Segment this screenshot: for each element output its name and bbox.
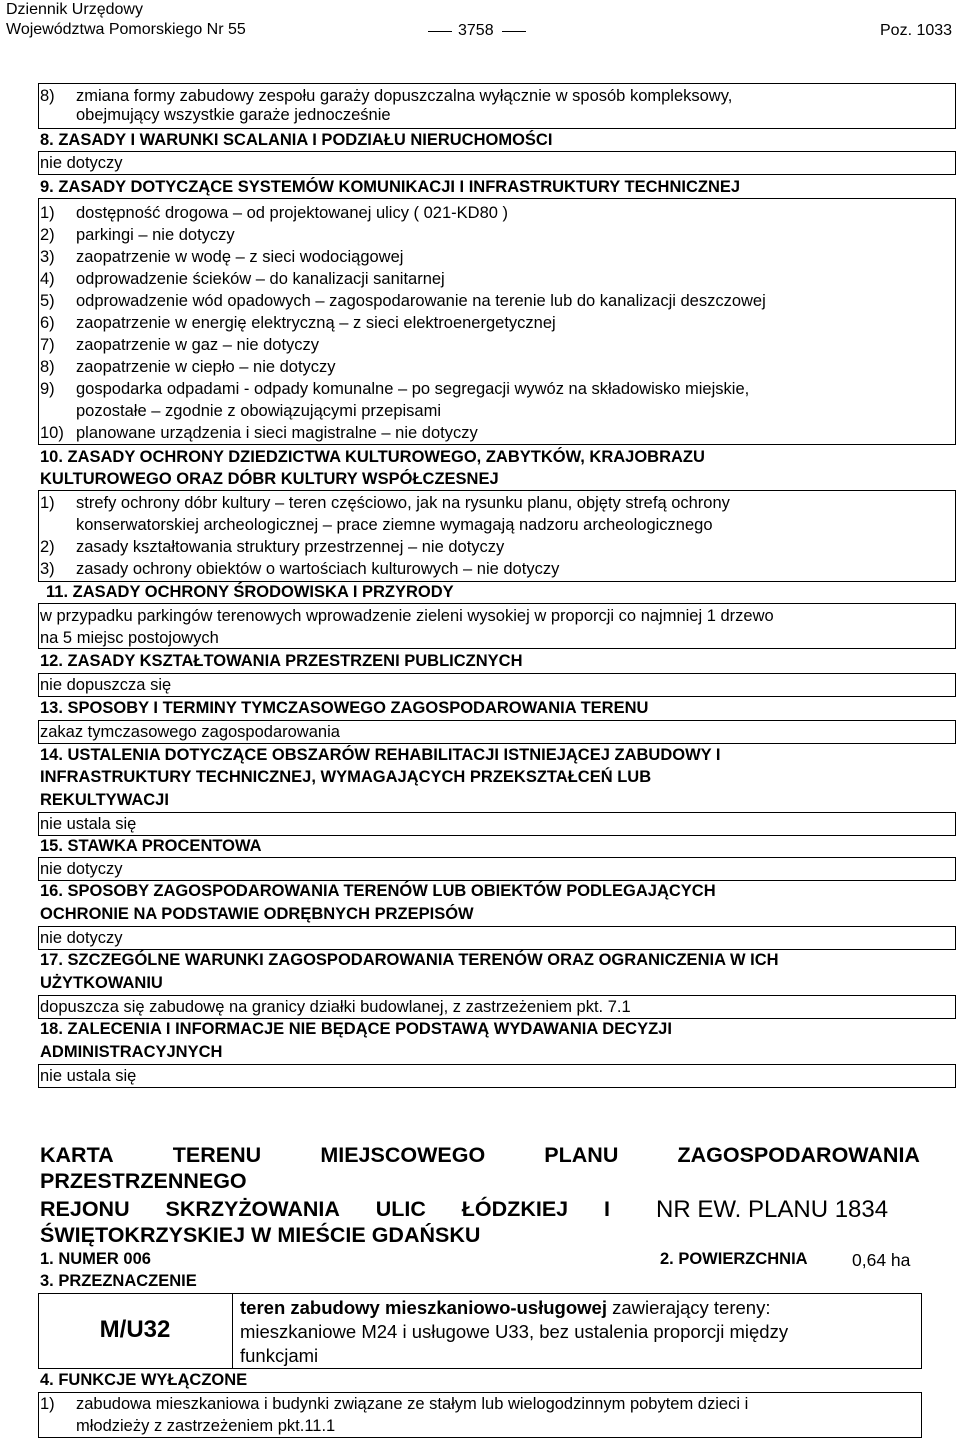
excluded-label: 4. FUNKCJE WYŁĄCZONE [40,1371,248,1389]
list-item: 8) zaopatrzenie w ciepło – nie dotyczy [40,358,336,376]
list-item: 1) dostępność drogowa – od projektowanej ulicy ( 021-KD80 ) [40,204,508,222]
section18-heading-cont: ADMINISTRACYJNYCH [40,1043,223,1061]
section15-box [38,857,956,881]
section10-heading: 10. ZASADY OCHRONY DZIEDZICTWA KULTUROWEGO, ZABYTKÓW, KRAJOBRAZU [40,448,705,466]
purpose-line2: mieszkaniowe M24 i usługowe U33, bez ustalenia proporcji między [240,1321,789,1342]
land-symbol: M/U32 [99,1316,171,1343]
section12-box [38,673,956,697]
list-item: 2) parkingi – nie dotyczy [40,226,235,244]
card-subtitle: REJONU SKRZYŻOWANIA ULIC ŁÓDZKIEJ I [40,1197,610,1221]
item8-line: 8) zmiana formy zabudowy zespołu garaży dopuszczalna wyłącznie w sposób kompleksowy, [40,87,733,105]
section11-line2: na 5 miejsc postojowych [40,629,219,647]
list-item: 2) zasady kształtowania struktury przestrzennej – nie dotyczy [40,538,505,556]
list-item-cont: pozostałe – zgodnie z obowiązującymi przepisami [76,402,442,420]
list-item-cont: konserwatorskiej archeologicznej – prace ziemne wymagają nadzoru archeologicznego [76,516,713,534]
section18-content: nie ustala się [40,1067,137,1085]
number-label: 1. NUMER 006 [40,1250,151,1268]
publication-title: Dziennik Urzędowy [6,1,143,18]
section14-heading-cont: INFRASTRUKTURY TECHNICZNEJ, WYMAGAJĄCYCH PRZEKSZTAŁCEŃ LUB [40,768,652,786]
section14-content: nie ustala się [40,815,137,833]
card-title-cont: PRZESTRZENNEGO [40,1169,247,1193]
item8-cont: obejmujący wszystkie garaże jednocześnie [76,106,391,124]
list-item: 1) strefy ochrony dóbr kultury – teren częściowo, jak na rysunku planu, objęty strefą ochrony [40,494,730,512]
area-label: 2. POWIERZCHNIA [660,1250,808,1268]
section16-heading-cont: OCHRONIE NA PODSTAWIE ODRĘBNYCH PRZEPISÓW [40,905,474,923]
list-item: 7) zaopatrzenie w gaz – nie dotyczy [40,336,320,354]
list-item-cont: młodzieży z zastrzeżeniem pkt.11.1 [76,1417,336,1435]
section17-heading-cont: UŻYTKOWANIU [40,974,163,992]
section9-heading: 9. ZASADY DOTYCZĄCE SYSTEMÓW KOMUNIKACJI I INFRASTRUKTURY TECHNICZNEJ [40,178,741,196]
list-item: 3) zasady ochrony obiektów o wartościach kulturowych – nie dotyczy [40,560,560,578]
card-title: KARTA TERENU MIEJSCOWEGO PLANU ZAGOSPODAROWANIA [40,1143,920,1167]
section14-box [38,812,956,836]
section15-heading: 15. STAWKA PROCENTOWA [40,837,262,855]
list-item: 5) odprowadzenie wód opadowych – zagospodarowanie na terenie lub do kanalizacji deszczowej [40,292,766,310]
section8-content: nie dotyczy [40,154,123,172]
publication-subtitle: Województwa Pomorskiego Nr 55 [6,21,246,38]
section12-heading: 12. ZASADY KSZTAŁTOWANIA PRZESTRZENI PUBLICZNYCH [40,652,523,670]
section16-heading: 16. SPOSOBY ZAGOSPODAROWANIA TERENÓW LUB OBIEKTÓW PODLEGAJĄCYCH [40,882,716,900]
section16-box [38,926,956,950]
section16-content: nie dotyczy [40,929,123,947]
list-item: 9) gospodarka odpadami - odpady komunalne – po segregacji wywóz na składowisko miejskie, [40,380,750,398]
position-number: Poz. 1033 [880,22,953,39]
section13-heading: 13. SPOSOBY I TERMINY TYMCZASOWEGO ZAGOSPODAROWANIA TERENU [40,699,649,717]
list-item: 3) zaopatrzenie w wodę – z sieci wodociągowej [40,248,404,266]
page-number: 3758 [458,22,494,39]
area-value: 0,64 ha [852,1250,911,1270]
section13-content: zakaz tymczasowego zagospodarowania [40,723,340,741]
dash-left [428,31,452,32]
list-item: 4) odprowadzenie ścieków – do kanalizacji sanitarnej [40,270,445,288]
section8-content-box [38,151,956,175]
section15-content: nie dotyczy [40,860,123,878]
purpose-divider [232,1293,233,1369]
section11-line1: w przypadku parkingów terenowych wprowadzenie zieleni wysokiej w proporcji co najmniej 1 drzewo [40,607,774,625]
dash-right [502,31,526,32]
section10-heading-cont: KULTUROWEGO ORAZ DÓBR KULTURY WSPÓŁCZESNEJ [40,470,499,488]
plan-number: NR EW. PLANU 1834 [656,1196,889,1223]
section11-heading: 11. ZASADY OCHRONY ŚRODOWISKA I PRZYRODY [46,583,454,601]
list-item: 6) zaopatrzenie w energię elektryczną – z sieci elektroenergetycznej [40,314,556,332]
section17-heading: 17. SZCZEGÓLNE WARUNKI ZAGOSPODAROWANIA TERENÓW ORAZ OGRANICZENIA W ICH [40,951,779,969]
list-item: 10) planowane urządzenia i sieci magistralne – nie dotyczy [40,424,478,442]
section18-heading: 18. ZALECENIA I INFORMACJE NIE BĘDĄCE PODSTAWĄ WYDAWANIA DECYZJI [40,1020,672,1038]
section12-content: nie dopuszcza się [40,676,172,694]
section14-heading: 14. USTALENIA DOTYCZĄCE OBSZARÓW REHABILITACJI ISTNIEJĄCEJ ZABUDOWY I [40,746,721,764]
section8-heading: 8. ZASADY I WARUNKI SCALANIA I PODZIAŁU NIERUCHOMOŚCI [40,131,553,149]
list-item: 1) zabudowa mieszkaniowa i budynki związane ze stałym lub wielogodzinnym pobytem dzieci i [40,1395,749,1413]
card-subtitle-cont: ŚWIĘTOKRZYSKIEJ W MIEŚCIE GDAŃSKU [40,1223,481,1247]
purpose-label: 3. PRZEZNACZENIE [40,1272,197,1290]
section14-heading-cont: REKULTYWACJI [40,791,169,809]
purpose-line1: teren zabudowy mieszkaniowo-usługowej zawierający tereny: [240,1297,771,1318]
section17-content: dopuszcza się zabudowę na granicy działki budowlanej, z zastrzeżeniem pkt. 7.1 [40,998,631,1016]
section18-box [38,1064,956,1088]
purpose-line3: funkcjami [240,1345,319,1366]
